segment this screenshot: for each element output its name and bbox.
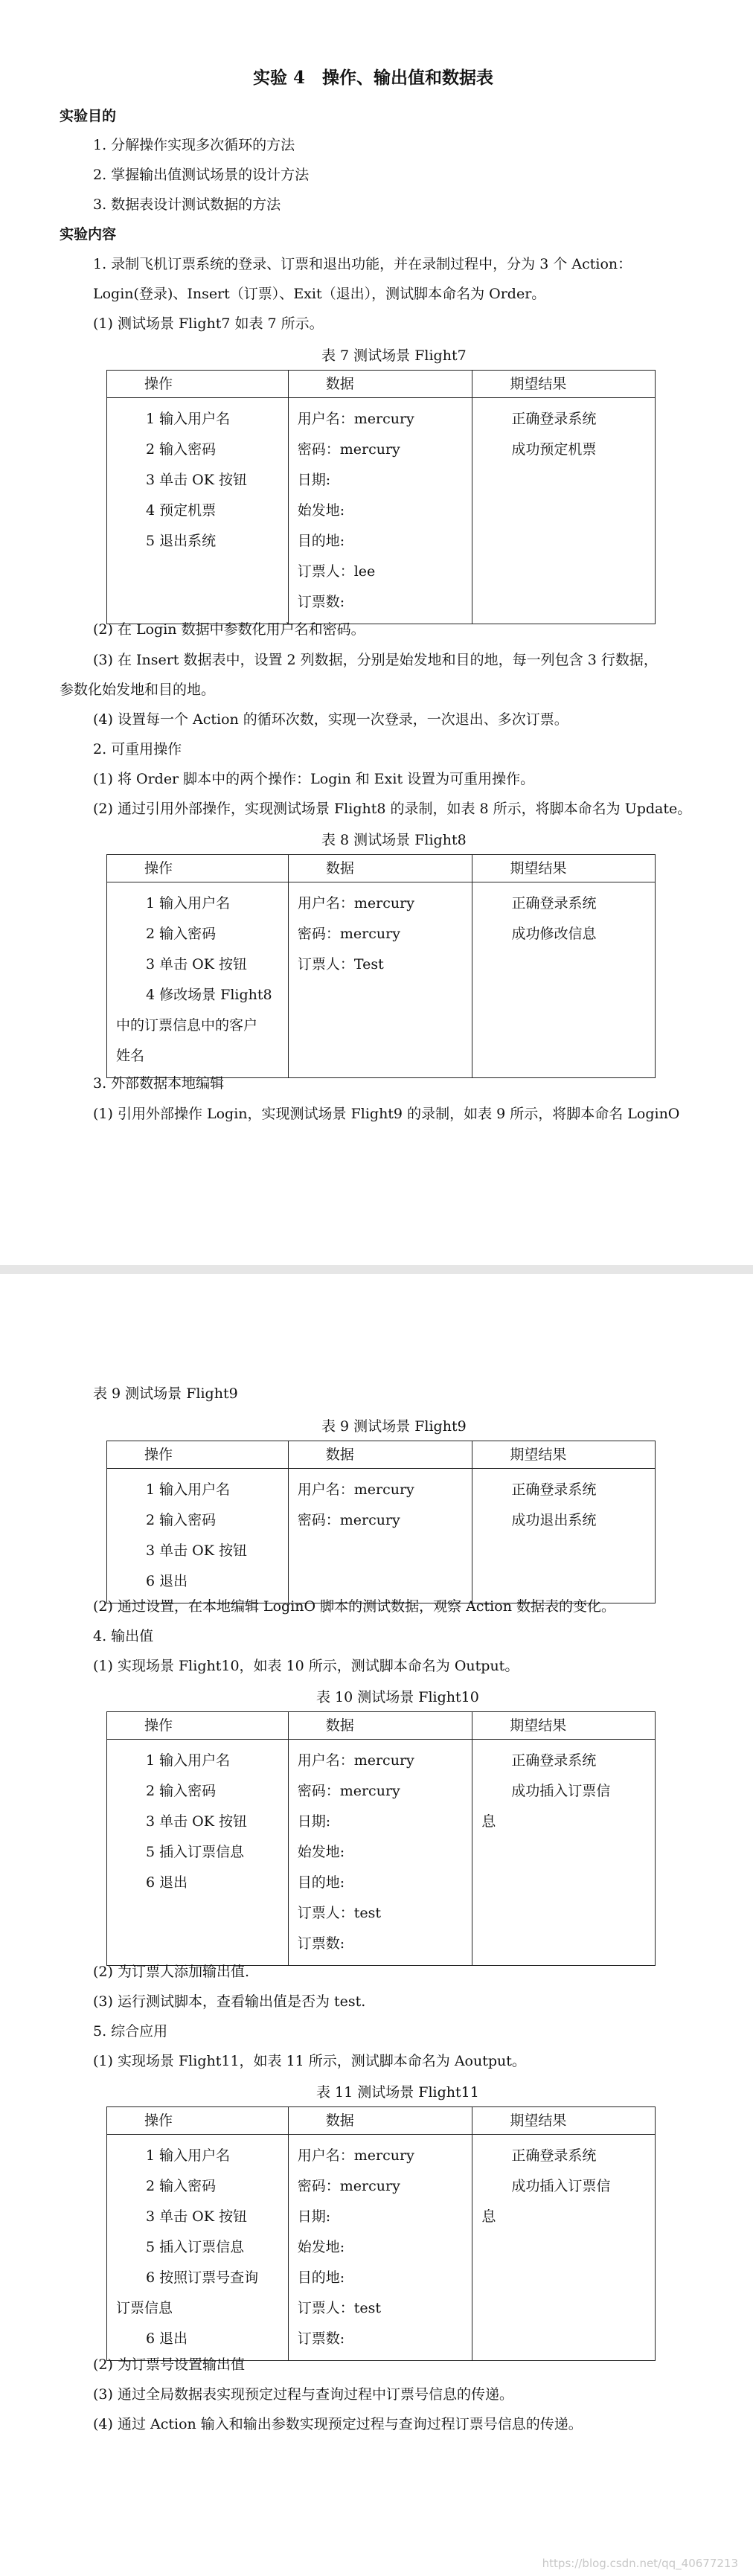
after9-line-3: (1) 实现场景 Flight10，如表 10 所示，测试脚本命名为 Output。 xyxy=(93,1658,519,1674)
table7-expect: 正确登录系统 xyxy=(511,411,597,427)
table11-op: 1 输入用户名 xyxy=(146,2147,231,2164)
content-item-1: 1. 录制飞机订票系统的登录、订票和退出功能，并在录制过程中，分为 3 个 Action： xyxy=(93,256,632,272)
table11-expect: 正确登录系统 xyxy=(511,2147,597,2164)
table7-data-cell xyxy=(288,398,472,624)
table8-caption: 表 8 测试场景 Flight8 xyxy=(321,832,467,848)
after10-line-1: (2) 为订票人添加输出值. xyxy=(93,1964,249,1980)
table7-header-data: 数据 xyxy=(288,371,472,398)
content-item-1-cont: Login(登录)、Insert（订票）、Exit（退出），测试脚本命名为 Order。 xyxy=(93,286,546,302)
table7-body-row xyxy=(107,398,656,624)
table9 xyxy=(106,1441,656,1603)
table10-expect: 息 xyxy=(481,1813,496,1830)
purpose-item-3: 3. 数据表设计测试数据的方法 xyxy=(93,196,281,213)
table7-caption: 表 7 测试场景 Flight7 xyxy=(321,347,467,364)
table7-data: 始发地: xyxy=(297,502,345,519)
table7 xyxy=(106,370,656,624)
table8-op: 1 输入用户名 xyxy=(146,895,231,911)
content-heading: 实验内容 xyxy=(60,226,117,243)
table10-data: 目的地: xyxy=(297,1874,345,1891)
table9-body-row xyxy=(107,1469,656,1603)
table8-header-row xyxy=(107,855,656,882)
table11-op: 6 按照订票号查询 xyxy=(146,2269,259,2286)
after10-line-3: 5. 综合应用 xyxy=(93,2023,168,2040)
table7-header-row xyxy=(107,371,656,398)
table11-data: 订票数: xyxy=(297,2330,345,2347)
document-page-2 xyxy=(0,1274,753,2576)
table8-op: 3 单击 OK 按钮 xyxy=(146,956,247,973)
after8-line-1: 3. 外部数据本地编辑 xyxy=(93,1075,225,1092)
table11-header-op: 操作 xyxy=(107,2107,289,2135)
purpose-item-1: 1. 分解操作实现多次循环的方法 xyxy=(93,137,295,153)
table10-op: 1 输入用户名 xyxy=(146,1752,231,1769)
table9-op: 6 退出 xyxy=(146,1573,188,1589)
page2-top-caption: 表 9 测试场景 Flight9 xyxy=(93,1385,238,1402)
after11-line-3: (4) 通过 Action 输入和输出参数实现预定过程与查询过程订票号信息的传递。 xyxy=(93,2416,583,2432)
table10 xyxy=(106,1711,656,1966)
table8-body-row xyxy=(107,882,656,1078)
table8-op: 2 输入密码 xyxy=(146,926,217,942)
table11-op: 2 输入密码 xyxy=(146,2178,217,2194)
table11-op: 订票信息 xyxy=(116,2300,173,2316)
after7-line-6: (1) 将 Order 脚本中的两个操作：Login 和 Exit 设置为可重用操作。 xyxy=(93,771,535,787)
table7-expect-cell xyxy=(472,398,656,624)
table11-data: 用户名：mercury xyxy=(297,2147,414,2164)
after9-line-2: 4. 输出值 xyxy=(93,1628,154,1644)
table9-header-data: 数据 xyxy=(288,1441,472,1469)
table10-header-data: 数据 xyxy=(288,1712,472,1740)
table10-body-row xyxy=(107,1740,656,1966)
table8-op: 姓名 xyxy=(116,1048,145,1064)
table10-header-op: 操作 xyxy=(107,1712,289,1740)
table11 xyxy=(106,2106,656,2361)
purpose-item-2: 2. 掌握输出值测试场景的设计方法 xyxy=(93,167,310,183)
table10-op: 5 插入订票信息 xyxy=(146,1844,245,1860)
table10-caption: 表 10 测试场景 Flight10 xyxy=(316,1689,479,1705)
table8-data: 用户名：mercury xyxy=(297,895,414,911)
table11-op: 6 退出 xyxy=(146,2330,188,2347)
table7-data: 密码：mercury xyxy=(297,441,400,458)
table8-expect: 正确登录系统 xyxy=(511,895,597,911)
table10-header-row xyxy=(107,1712,656,1740)
table9-data: 密码：mercury xyxy=(297,1512,400,1528)
after11-line-2: (3) 通过全局数据表实现预定过程与查询过程中订票号信息的传递。 xyxy=(93,2386,513,2403)
table11-header-row xyxy=(107,2107,656,2135)
table9-ops-cell xyxy=(107,1469,289,1603)
after7-line-4: (4) 设置每一个 Action 的循环次数，实现一次登录，一次退出、多次订票。 xyxy=(93,711,568,728)
table7-op: 5 退出系统 xyxy=(146,533,217,549)
after10-line-2: (3) 运行测试脚本，查看输出值是否为 test. xyxy=(93,1993,366,2010)
table7-expect: 成功预定机票 xyxy=(511,441,597,458)
table9-caption: 表 9 测试场景 Flight9 xyxy=(321,1418,467,1435)
table10-expect: 正确登录系统 xyxy=(511,1752,597,1769)
after8-line-2: (1) 引用外部操作 Login，实现测试场景 Flight9 的录制，如表 9 所示，将脚本命名 LoginO xyxy=(93,1106,680,1122)
table9-expect: 正确登录系统 xyxy=(511,1481,597,1498)
document-page-1 xyxy=(0,0,753,1265)
table9-header-row xyxy=(107,1441,656,1469)
table11-data: 始发地: xyxy=(297,2239,345,2255)
after7-line-2: (3) 在 Insert 数据表中，设置 2 列数据，分别是始发地和目的地，每一列包含 3 行数据， xyxy=(93,652,658,668)
table9-expect-cell xyxy=(472,1469,656,1603)
watermark: https://blog.csdn.net/qq_40677213 xyxy=(542,2557,738,2570)
table11-op: 5 插入订票信息 xyxy=(146,2239,245,2255)
table8-data-cell xyxy=(288,882,472,1078)
table9-header-op: 操作 xyxy=(107,1441,289,1469)
table11-ops-cell xyxy=(107,2135,289,2361)
table11-header-expect: 期望结果 xyxy=(472,2107,656,2135)
table10-data: 密码：mercury xyxy=(297,1783,400,1799)
table8-expect: 成功修改信息 xyxy=(511,926,597,942)
after10-line-4: (1) 实现场景 Flight11，如表 11 所示，测试脚本命名为 Aoutput。 xyxy=(93,2053,526,2069)
table9-op: 3 单击 OK 按钮 xyxy=(146,1542,247,1559)
table8-ops-cell xyxy=(107,882,289,1078)
table7-data: 目的地: xyxy=(297,533,345,549)
table9-expect: 成功退出系统 xyxy=(511,1512,597,1528)
table11-data-cell xyxy=(288,2135,472,2361)
table10-header-expect: 期望结果 xyxy=(472,1712,656,1740)
table7-header-op: 操作 xyxy=(107,371,289,398)
table10-expect: 成功插入订票信 xyxy=(511,1783,611,1799)
table9-op: 2 输入密码 xyxy=(146,1512,217,1528)
table11-data: 日期: xyxy=(297,2208,331,2225)
table11-body-row xyxy=(107,2135,656,2361)
table10-expect-cell xyxy=(472,1740,656,1966)
table10-data: 订票人：test xyxy=(297,1905,381,1921)
table9-data-cell xyxy=(288,1469,472,1603)
table7-data: 用户名：mercury xyxy=(297,411,414,427)
table10-data: 日期: xyxy=(297,1813,331,1830)
content-step-1: (1) 测试场景 Flight7 如表 7 所示。 xyxy=(93,315,324,332)
after7-line-7: (2) 通过引用外部操作，实现测试场景 Flight8 的录制，如表 8 所示，将脚本命名为 Update。 xyxy=(93,801,692,817)
table7-data: 订票人：lee xyxy=(297,563,376,580)
page-separator xyxy=(0,1265,753,1274)
table11-header-data: 数据 xyxy=(288,2107,472,2135)
table10-data: 订票数: xyxy=(297,1935,345,1952)
table7-op: 2 输入密码 xyxy=(146,441,217,458)
table8-header-op: 操作 xyxy=(107,855,289,882)
table8-data: 订票人：Test xyxy=(297,956,384,973)
after7-line-3: 参数化始发地和目的地。 xyxy=(60,682,216,698)
table10-data: 始发地: xyxy=(297,1844,345,1860)
table11-data: 目的地: xyxy=(297,2269,345,2286)
table8 xyxy=(106,854,656,1078)
table8-expect-cell xyxy=(472,882,656,1078)
table8-header-expect: 期望结果 xyxy=(472,855,656,882)
table7-op: 3 单击 OK 按钮 xyxy=(146,472,247,488)
after9-line-1: (2) 通过设置，在本地编辑 LoginO 脚本的测试数据，观察 Action 数据表的变化。 xyxy=(93,1598,615,1615)
table9-header-expect: 期望结果 xyxy=(472,1441,656,1469)
table7-op: 4 预定机票 xyxy=(146,502,217,519)
purpose-heading: 实验目的 xyxy=(60,108,117,124)
table8-op: 4 修改场景 Flight8 xyxy=(146,987,272,1003)
table11-op: 3 单击 OK 按钮 xyxy=(146,2208,247,2225)
table11-caption: 表 11 测试场景 Flight11 xyxy=(316,2084,479,2101)
table11-expect: 息 xyxy=(481,2208,496,2225)
table9-data: 用户名：mercury xyxy=(297,1481,414,1498)
table8-data: 密码：mercury xyxy=(297,926,400,942)
table10-data: 用户名：mercury xyxy=(297,1752,414,1769)
table7-header-expect: 期望结果 xyxy=(472,371,656,398)
after7-line-5: 2. 可重用操作 xyxy=(93,741,182,757)
table10-op: 6 退出 xyxy=(146,1874,188,1891)
table8-op: 中的订票信息中的客户 xyxy=(116,1017,258,1034)
table10-data-cell xyxy=(288,1740,472,1966)
table10-op: 3 单击 OK 按钮 xyxy=(146,1813,247,1830)
table11-expect: 成功插入订票信 xyxy=(511,2178,611,2194)
after7-line-1: (2) 在 Login 数据中参数化用户名和密码。 xyxy=(93,621,365,638)
table7-data: 日期: xyxy=(297,472,331,488)
table11-data: 订票人：test xyxy=(297,2300,382,2316)
table11-expect-cell xyxy=(472,2135,656,2361)
table10-ops-cell xyxy=(107,1740,289,1966)
table8-header-data: 数据 xyxy=(288,855,472,882)
table7-op: 1 输入用户名 xyxy=(146,411,231,427)
document-title: 实验 4 操作、输出值和数据表 xyxy=(253,68,494,88)
table11-data: 密码：mercury xyxy=(297,2178,400,2194)
table10-op: 2 输入密码 xyxy=(146,1783,217,1799)
table7-ops-cell xyxy=(107,398,289,624)
table9-op: 1 输入用户名 xyxy=(146,1481,231,1498)
table7-data: 订票数: xyxy=(297,594,345,610)
after11-line-1: (2) 为订票号设置输出值 xyxy=(93,2356,245,2373)
